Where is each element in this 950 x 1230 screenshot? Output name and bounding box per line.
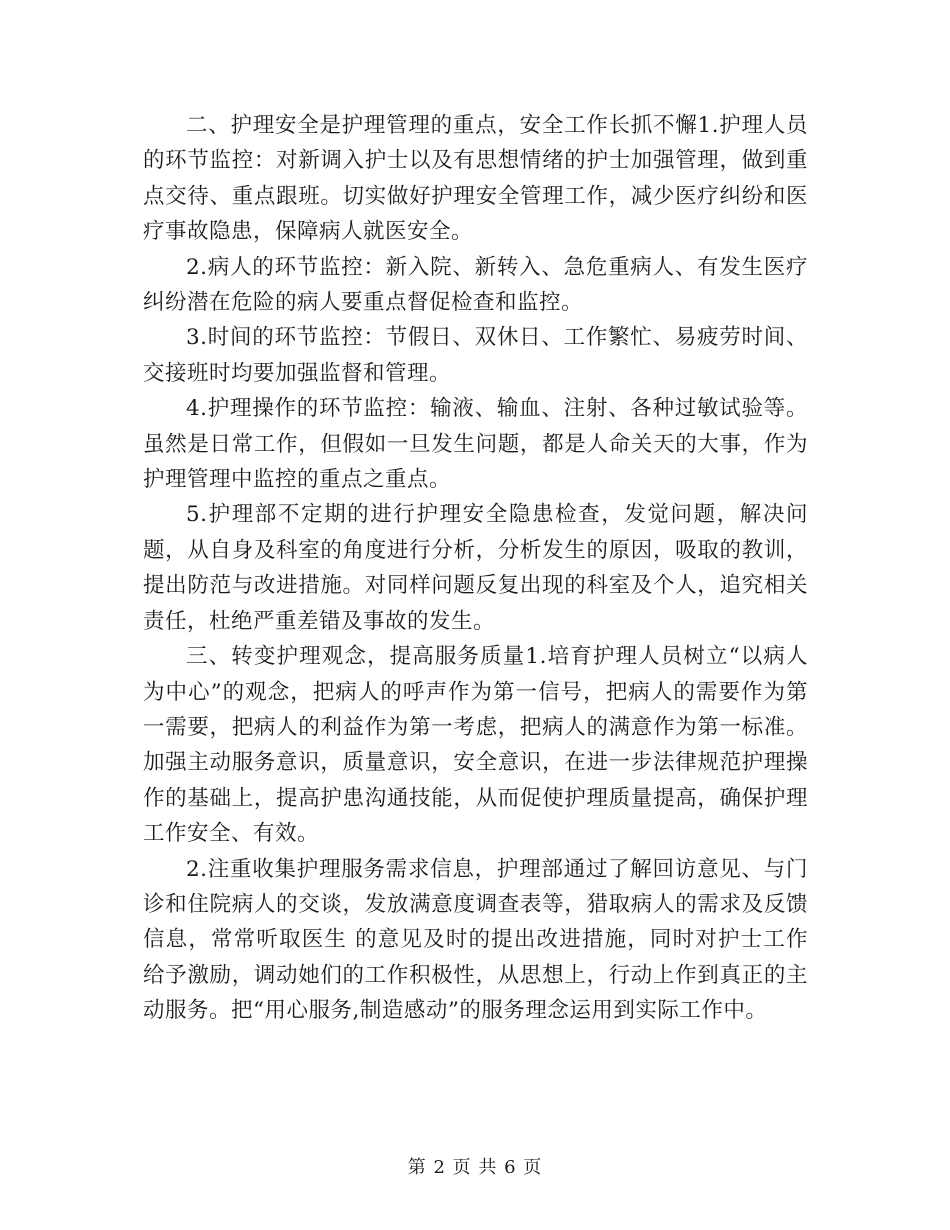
paragraph-safety-inspection: 5.护理部不定期的进行护理安全隐患检查，发觉问题，解决问题，从自身及科室的角度进行分析，分析发生的原因，吸取的教训，提出防范与改进措施。对同样问题反复出现的科室及个人，追究相关责任，杜绝严重差错及事故的发生。: [143, 502, 808, 634]
paragraph-operation-monitoring: 4.护理操作的环节监控：输液、输血、注射、各种过敏试验等。虽然是日常工作，但假如一旦发生问题，都是人命关天的大事，作为护理管理中监控的重点之重点。: [143, 396, 808, 493]
paragraph-nursing-safety: 二、护理安全是护理管理的重点，安全工作长抓不懈1.护理人员的环节监控：对新调入护士以及有思想情绪的护士加强管理，做到重点交待、重点跟班。切实做好护理安全管理工作，减少医疗纠纷和医疗事故隐患，保障病人就医安全。: [143, 113, 808, 245]
document-body: [143, 108, 808, 1029]
paragraph-time-monitoring: 3.时间的环节监控：节假日、双休日、工作繁忙、易疲劳时间、交接班时均要加强监督和管理。: [143, 325, 808, 386]
page-number-footer: 第 2 页 共 6 页: [407, 1157, 543, 1178]
paragraph-service-concept: 三、转变护理观念，提高服务质量1.培育护理人员树立“以病人为中心”的观念，把病人的呼声作为第一信号，把病人的需要作为第一需要，把病人的利益作为第一考虑，把病人的满意作为第一标准。加强主动服务意识，质量意识，安全意识，在进一步法律规范护理操作的基础上，提高护患沟通技能，从而促使护理质量提高，确保护理工作安全、有效。: [143, 644, 808, 847]
paragraph-patient-monitoring: 2.病人的环节监控：新入院、新转入、急危重病人、有发生医疗纠纷潜在危险的病人要重点督促检查和监控。: [143, 254, 808, 316]
paragraph-service-feedback: 2.注重收集护理服务需求信息，护理部通过了解回访意见、与门诊和住院病人的交谈，发放满意度调查表等，猎取病人的需求及反馈信息，常常听取医生 的意见及时的提出改进措施，同时对护士工作给予激励，调动她们的工作积极性，从思想上，行动上作到真正的主动服务。把“用心服务,制造感动”的服务理念运用到实际工作中。: [143, 856, 808, 1024]
